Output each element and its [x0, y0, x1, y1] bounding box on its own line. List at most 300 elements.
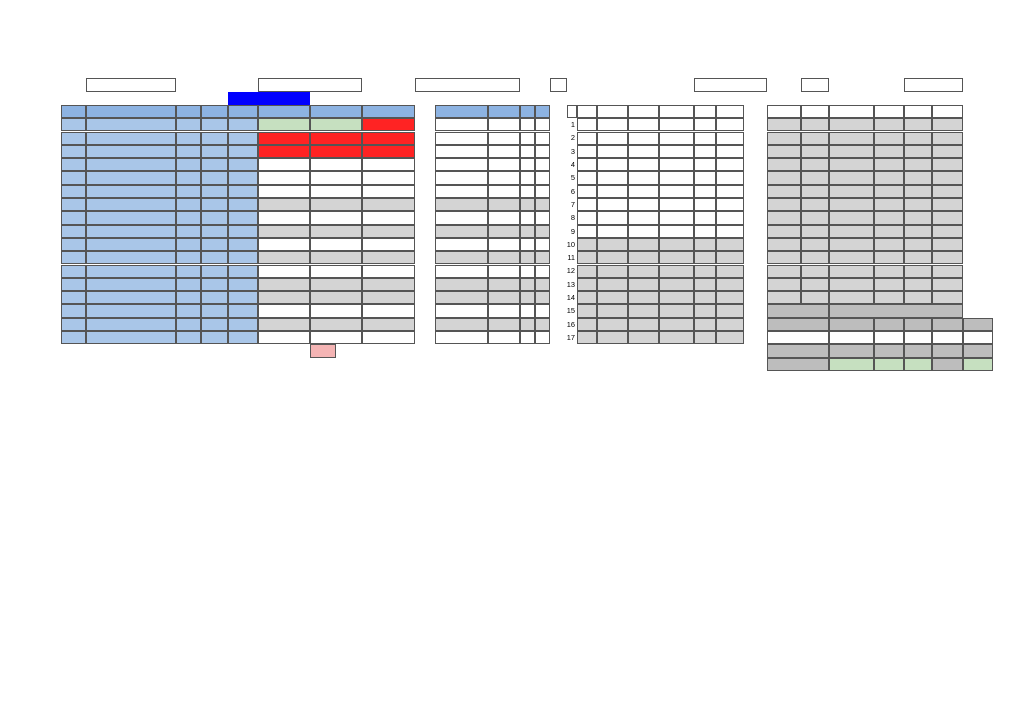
total-goals: [488, 132, 520, 145]
penalty-pNo: [801, 198, 829, 211]
date-value: [415, 78, 520, 91]
total-goals: [488, 265, 520, 278]
player-name: [86, 265, 176, 278]
ov-label: [904, 318, 932, 331]
totales-label: [435, 92, 567, 105]
pen-header-pSt: [904, 105, 932, 118]
goal-gA1: [659, 291, 694, 304]
shots-p2: [310, 198, 362, 211]
game-sheet: [61, 65, 964, 654]
total-assists: [520, 158, 535, 171]
total-mip: [535, 331, 550, 344]
goal-gA2: [694, 238, 716, 251]
mip-value: [963, 344, 993, 357]
total-mip: [535, 185, 550, 198]
player-name: [86, 238, 176, 251]
goal-gA1: [659, 225, 694, 238]
pen-header-pOff: [874, 105, 904, 118]
goal-gG: [628, 171, 659, 184]
shots-p2: [310, 171, 362, 184]
penalty-pSt: [904, 185, 932, 198]
total-mip: [535, 198, 550, 211]
goal-gTime: [597, 118, 628, 131]
shots-p2: [310, 225, 362, 238]
team-label: [61, 92, 228, 105]
goal-header-gPer: [577, 105, 597, 118]
header-ggr: [488, 105, 520, 118]
shots-p2: [310, 185, 362, 198]
goal-header-gG: [628, 105, 659, 118]
shots-p1: [258, 291, 310, 304]
player-number: [61, 331, 86, 344]
penalty-pNo: [801, 291, 829, 304]
goal-gPer: [577, 331, 597, 344]
total-mip: [535, 238, 550, 251]
player-played: [228, 225, 258, 238]
goal-row-number: 6: [570, 186, 575, 196]
shots-p2: [310, 118, 362, 131]
goal-gA2: [694, 158, 716, 171]
player-jersey: [201, 318, 228, 331]
penalty-pEnd: [932, 132, 963, 145]
check-label: [767, 358, 829, 371]
total-mip: [535, 291, 550, 304]
per1-value: [829, 331, 874, 344]
total-mip: [535, 145, 550, 158]
penalty-pNo: [801, 185, 829, 198]
goal-gGS: [716, 304, 744, 317]
shots-p2: [310, 158, 362, 171]
code-label: [829, 78, 904, 91]
player-jersey: [201, 211, 228, 224]
player-position: [176, 158, 201, 171]
header-num: [61, 65, 86, 78]
goal-gA1: [659, 304, 694, 317]
check-ok: [904, 358, 932, 371]
player-name: [86, 304, 176, 317]
penalty-pOff: [874, 291, 904, 304]
total-goals: [488, 225, 520, 238]
goal-gGS: [716, 238, 744, 251]
goal-row-number: 10: [567, 239, 575, 249]
header-p1: [258, 105, 310, 118]
goal-gTime: [597, 132, 628, 145]
penalty-pNo: [801, 158, 829, 171]
player-played: [228, 132, 258, 145]
mip-label: [932, 344, 963, 357]
goal-gPer: [577, 185, 597, 198]
total-mip: [535, 251, 550, 264]
pen-header-pNo: [801, 105, 829, 118]
header-sog: [435, 105, 488, 118]
player-jersey: [201, 291, 228, 304]
penalty-pMin: [829, 198, 874, 211]
player-played: [228, 118, 258, 131]
total-shots: [435, 171, 488, 184]
player-played: [228, 265, 258, 278]
goal-gPer: [577, 265, 597, 278]
penalty-pMin: [829, 265, 874, 278]
shots-ov: [362, 145, 415, 158]
goal-gG: [628, 158, 659, 171]
penalty-pEnd: [932, 158, 963, 171]
player-played: [228, 158, 258, 171]
venue-label: [228, 78, 258, 91]
player-jersey: [201, 251, 228, 264]
total-shots: [435, 198, 488, 211]
goal-gA2: [694, 118, 716, 131]
player-number: [61, 318, 86, 331]
total-shots: [435, 158, 488, 171]
player-jersey: [201, 265, 228, 278]
player-number: [61, 265, 86, 278]
total-shots: [435, 118, 488, 131]
penalty-pEnd: [932, 278, 963, 291]
penalty-pNo: [801, 132, 829, 145]
goal-gPer: [577, 198, 597, 211]
player-jersey: [201, 171, 228, 184]
total-shots: [435, 304, 488, 317]
penalty-pOff: [874, 118, 904, 131]
goal-header-gA2: [694, 105, 716, 118]
penalty-pEnd: [932, 225, 963, 238]
penalty-pPer: [767, 251, 801, 264]
total-assists: [520, 185, 535, 198]
shots-ov: [362, 158, 415, 171]
player-jersey: [201, 278, 228, 291]
player-played: [228, 185, 258, 198]
player-played: [228, 171, 258, 184]
goal-gTime: [597, 211, 628, 224]
total-goals: [488, 158, 520, 171]
header-a: [520, 105, 535, 118]
penalty-pMin: [829, 185, 874, 198]
goal-gTime: [597, 171, 628, 184]
goal-row-number: 8: [570, 213, 575, 223]
goal-row-number: 13: [567, 279, 575, 289]
shots-ov: [362, 304, 415, 317]
total-goals: [488, 238, 520, 251]
shots-p1: [258, 251, 310, 264]
check-ok: [874, 358, 904, 371]
penalty-pNo: [801, 251, 829, 264]
player-name: [86, 145, 176, 158]
goal-gTime: [597, 225, 628, 238]
player-played: [228, 251, 258, 264]
per2-value: [874, 331, 904, 344]
penalty-pMin: [829, 132, 874, 145]
total-shots: [435, 265, 488, 278]
penalty-pSt: [904, 225, 932, 238]
penalty-pPer: [767, 171, 801, 184]
penalty-pMin: [829, 278, 874, 291]
shots-p1: [258, 225, 310, 238]
player-position: [176, 225, 201, 238]
penalty-pEnd: [932, 251, 963, 264]
goal-gA1: [659, 145, 694, 158]
player-number: [61, 158, 86, 171]
player-played: [228, 211, 258, 224]
goal-gA1: [659, 158, 694, 171]
goal-gPer: [577, 211, 597, 224]
total-assists: [520, 278, 535, 291]
shots-p1: [258, 118, 310, 131]
player-name: [86, 211, 176, 224]
player-name: [86, 132, 176, 145]
goal-gG: [628, 331, 659, 344]
shots-ov: [362, 278, 415, 291]
shots-p2: [310, 145, 362, 158]
player-position: [176, 291, 201, 304]
goal-gA2: [694, 304, 716, 317]
total-shots: [435, 185, 488, 198]
shoots-label: [310, 92, 362, 105]
shots-ov: [362, 318, 415, 331]
totles-label: [767, 304, 829, 317]
player-jersey: [201, 145, 228, 158]
player-number: [61, 291, 86, 304]
penalty-pOff: [874, 171, 904, 184]
goal-gG: [628, 145, 659, 158]
penalty-pPer: [767, 211, 801, 224]
goal-gA2: [694, 251, 716, 264]
goal-gA2: [694, 225, 716, 238]
dash: [963, 331, 993, 344]
total-assists: [520, 132, 535, 145]
shots-ov: [362, 291, 415, 304]
goal-gGS: [716, 331, 744, 344]
league-name: [258, 65, 415, 78]
goal-gPer: [577, 251, 597, 264]
total-goals: [488, 211, 520, 224]
goal-gG: [628, 211, 659, 224]
total-shots: [435, 291, 488, 304]
total-assists: [520, 304, 535, 317]
total-shots: [435, 225, 488, 238]
player-name: [86, 171, 176, 184]
pen-header-pMin: [829, 105, 874, 118]
penalty-pMin: [829, 251, 874, 264]
player-position: [176, 145, 201, 158]
total-assists: [520, 225, 535, 238]
total-goals: [488, 291, 520, 304]
goal-gTime: [597, 278, 628, 291]
penalty-pMin: [829, 211, 874, 224]
player-number: [61, 145, 86, 158]
goal-gTime: [597, 238, 628, 251]
player-position: [176, 118, 201, 131]
penalty-pMin: [829, 145, 874, 158]
penalty-pOff: [874, 225, 904, 238]
player-played: [228, 331, 258, 344]
goal-gA1: [659, 265, 694, 278]
total-assists: [520, 211, 535, 224]
player-played: [228, 278, 258, 291]
player-number: [61, 118, 86, 131]
goal-row-number: 16: [567, 319, 575, 329]
goal-gTime: [597, 198, 628, 211]
goal-gG: [628, 225, 659, 238]
goal-gGS: [716, 145, 744, 158]
penalty-pEnd: [932, 265, 963, 278]
total-mip: [535, 158, 550, 171]
goal-gA2: [694, 145, 716, 158]
penalty-pEnd: [932, 145, 963, 158]
goal-header-gA1: [659, 105, 694, 118]
goal-gGS: [716, 318, 744, 331]
penalty-pMin: [829, 171, 874, 184]
shots-ov: [362, 225, 415, 238]
penalty-pEnd: [932, 118, 963, 131]
form-label: [435, 65, 567, 78]
player-number: [61, 211, 86, 224]
shots-p1: [258, 331, 310, 344]
penalty-pSt: [904, 211, 932, 224]
penalty-pOff: [874, 278, 904, 291]
penalty-pOff: [874, 265, 904, 278]
header-nro: [61, 105, 86, 118]
penalty-pOff: [874, 185, 904, 198]
header-cami: [201, 105, 228, 118]
penalty-pMin: [829, 238, 874, 251]
penalty-pOff: [874, 145, 904, 158]
player-jersey: [201, 185, 228, 198]
penalty-pPer: [767, 118, 801, 131]
header-p2: [310, 105, 362, 118]
goal-gG: [628, 251, 659, 264]
total-shots: [435, 145, 488, 158]
goal-gPer: [577, 318, 597, 331]
player-position: [176, 185, 201, 198]
shots-p1: [258, 211, 310, 224]
penalty-pPer: [767, 291, 801, 304]
penalty-pEnd: [932, 211, 963, 224]
goal-gA1: [659, 331, 694, 344]
shots-p1: [258, 265, 310, 278]
goal-gA2: [694, 211, 716, 224]
shots-p1: [258, 171, 310, 184]
timeout-label: [61, 344, 201, 357]
goal-gA1: [659, 318, 694, 331]
goal-gA2: [694, 198, 716, 211]
goal-gG: [628, 291, 659, 304]
player-position: [176, 198, 201, 211]
total-assists: [520, 198, 535, 211]
total-assists: [520, 118, 535, 131]
penalty-pEnd: [932, 198, 963, 211]
player-name: [86, 291, 176, 304]
goal-gPer: [577, 238, 597, 251]
total-mip: [535, 278, 550, 291]
goal-gPer: [577, 225, 597, 238]
player-position: [176, 132, 201, 145]
goal-gA2: [694, 291, 716, 304]
goal-gTime: [597, 304, 628, 317]
total-mip: [535, 118, 550, 131]
penalty-pNo: [801, 265, 829, 278]
player-position: [176, 171, 201, 184]
total-shots: [435, 211, 488, 224]
penalty-pMin: [829, 225, 874, 238]
shots-p2: [310, 251, 362, 264]
total-goals: [488, 251, 520, 264]
goal-gGS: [716, 211, 744, 224]
pen-header-pPer: [767, 105, 801, 118]
total-goals: [488, 278, 520, 291]
penalty-pNo: [801, 171, 829, 184]
player-jersey: [201, 331, 228, 344]
shots-p2: [310, 132, 362, 145]
player-name: [86, 185, 176, 198]
shots-p2: [310, 278, 362, 291]
total-shots: [435, 251, 488, 264]
player-jersey: [201, 225, 228, 238]
shots-p1: [258, 132, 310, 145]
goal-gPer: [577, 145, 597, 158]
player-number: [61, 171, 86, 184]
player-position: [176, 278, 201, 291]
blank: [767, 331, 829, 344]
player-played: [228, 304, 258, 317]
penalty-pNo: [801, 278, 829, 291]
code-value: [904, 78, 963, 91]
goal-row-number: 9: [570, 226, 575, 236]
goal-gA2: [694, 265, 716, 278]
total-goals: [488, 171, 520, 184]
total-shots: [435, 318, 488, 331]
penalty-pPer: [767, 158, 801, 171]
goal-gGS: [716, 225, 744, 238]
goal-gGS: [716, 291, 744, 304]
header-ov: [362, 105, 415, 118]
header-name: [86, 105, 176, 118]
penalty-pMin: [829, 118, 874, 131]
shots-p2: [310, 238, 362, 251]
pen-header-pEnd: [932, 105, 963, 118]
goal-gPer: [577, 291, 597, 304]
total-shots: [435, 331, 488, 344]
total-assists: [520, 171, 535, 184]
total-assists: [520, 318, 535, 331]
goal-header-gTime: [597, 105, 628, 118]
shots-ov: [362, 132, 415, 145]
shots-p1: [258, 185, 310, 198]
header-pos: [176, 105, 201, 118]
tiros-label: [767, 344, 829, 357]
player-name: [86, 225, 176, 238]
goal-gA1: [659, 238, 694, 251]
total-mip: [535, 265, 550, 278]
goal-gPer: [577, 158, 597, 171]
penalty-pSt: [904, 171, 932, 184]
penalty-pPer: [767, 238, 801, 251]
sheet-title: [86, 65, 201, 78]
goal-gPer: [577, 278, 597, 291]
game-label: [767, 78, 801, 91]
goal-row-number: 3: [570, 146, 575, 156]
gol-label: [874, 344, 904, 357]
player-jersey: [201, 132, 228, 145]
penalty-pEnd: [932, 238, 963, 251]
player-number: [61, 278, 86, 291]
date-label: [362, 78, 415, 91]
goal-gG: [628, 304, 659, 317]
shots-ov: [362, 251, 415, 264]
goal-gPer: [577, 304, 597, 317]
total-goals: [488, 318, 520, 331]
goal-gA2: [694, 171, 716, 184]
penalty-pPer: [767, 145, 801, 158]
